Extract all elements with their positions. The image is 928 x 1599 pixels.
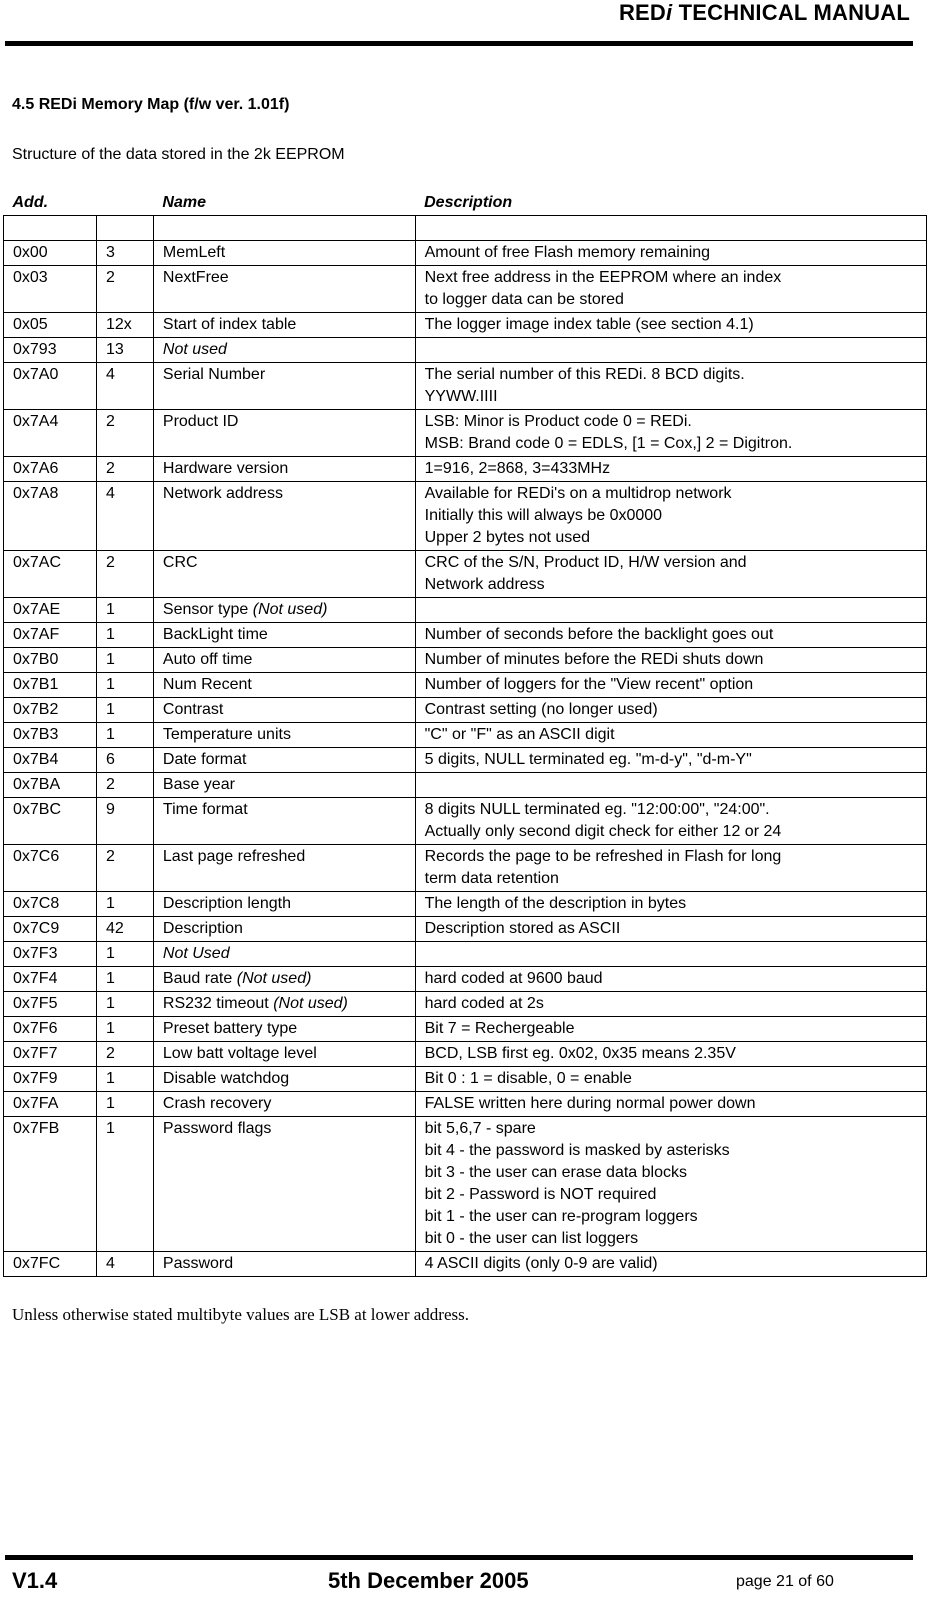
footer-rule <box>5 1555 913 1560</box>
cell-size: 9 <box>96 798 153 845</box>
cell-description <box>415 598 926 623</box>
footer-date: 5th December 2005 <box>328 1568 529 1593</box>
cell-size: 1 <box>96 1017 153 1042</box>
description-line: MSB: Brand code 0 = EDLS, [1 = Cox,] 2 = Digitron. <box>424 435 793 452</box>
name-text: Description <box>162 920 243 937</box>
cell-size: 13 <box>96 338 153 363</box>
footer-version: V1.4 <box>12 1568 58 1593</box>
cell-size: 2 <box>96 266 153 313</box>
description-line: LSB: Minor is Product code 0 = REDi. <box>424 413 692 430</box>
cell-description <box>415 1252 926 1277</box>
name-text: BackLight time <box>162 626 268 643</box>
cell-name <box>153 723 415 748</box>
cell-description <box>415 457 926 482</box>
cell-address: 0x7AE <box>4 598 97 623</box>
table-row <box>4 1067 927 1092</box>
cell-name <box>153 1117 415 1252</box>
cell-size: 1 <box>96 673 153 698</box>
cell-address: 0x793 <box>4 338 97 363</box>
header-rule <box>5 41 913 46</box>
cell-address: 0x7C9 <box>4 917 97 942</box>
description-line: Available for REDi's on a multidrop network <box>424 485 732 502</box>
table-row <box>4 845 927 892</box>
name-note: (Not used) <box>252 601 328 618</box>
name-text: Time format <box>162 801 248 818</box>
cell-description <box>415 698 926 723</box>
table-row <box>4 942 927 967</box>
table-row <box>4 798 927 845</box>
table-row <box>4 338 927 363</box>
table-row <box>4 482 927 551</box>
cell-size: 2 <box>96 457 153 482</box>
cell-name <box>153 363 415 410</box>
cell-name <box>153 773 415 798</box>
table-row <box>4 773 927 798</box>
cell-name <box>153 673 415 698</box>
description-line: Contrast setting (no longer used) <box>424 701 658 718</box>
cell-address: 0x7B1 <box>4 673 97 698</box>
cell-name <box>153 313 415 338</box>
cell-description <box>415 338 926 363</box>
cell-size: 2 <box>96 410 153 457</box>
cell-address: 0x7F4 <box>4 967 97 992</box>
cell-address: 0x7B4 <box>4 748 97 773</box>
name-text: Contrast <box>162 701 224 718</box>
cell-address: 0x7BC <box>4 798 97 845</box>
description-line: Bit 0 : 1 = disable, 0 = enable <box>424 1070 632 1087</box>
name-text: Disable watchdog <box>162 1070 290 1087</box>
cell-description <box>415 410 926 457</box>
cell-name <box>153 1067 415 1092</box>
cell-size: 4 <box>96 482 153 551</box>
cell-name <box>153 917 415 942</box>
cell-description <box>415 1042 926 1067</box>
cell-size: 2 <box>96 1042 153 1067</box>
cell-name <box>153 598 415 623</box>
description-line: Description stored as ASCII <box>424 920 621 937</box>
cell-name <box>153 798 415 845</box>
cell-address: 0x7FC <box>4 1252 97 1277</box>
cell-name <box>153 748 415 773</box>
description-line: The logger image index table (see section 4.1) <box>424 316 754 333</box>
cell-name <box>153 482 415 551</box>
cell-name <box>153 698 415 723</box>
description-line: The serial number of this REDi. 8 BCD digits. <box>424 366 745 383</box>
description-line: 8 digits NULL terminated eg. "12:00:00", "24:00". <box>424 801 770 818</box>
section-heading: 4.5 REDi Memory Map (f/w ver. 1.01f) <box>12 96 290 113</box>
name-text: Auto off time <box>162 651 253 668</box>
cell-size: 1 <box>96 967 153 992</box>
cell-size: 3 <box>96 241 153 266</box>
description-line: Network address <box>424 576 545 593</box>
description-line: to logger data can be stored <box>424 291 624 308</box>
table-row <box>4 1117 927 1252</box>
cell-address: 0x03 <box>4 266 97 313</box>
cell-name <box>153 992 415 1017</box>
cell-description <box>415 992 926 1017</box>
cell-address: 0x7A8 <box>4 482 97 551</box>
description-line: bit 4 - the password is masked by asterisks <box>424 1142 730 1159</box>
description-line: 5 digits, NULL terminated eg. "m-d-y", "d-m-Y" <box>424 751 752 768</box>
name-text: Num Recent <box>162 676 252 693</box>
name-text: Preset battery type <box>162 1020 298 1037</box>
description-line: YYWW.IIII <box>424 388 498 405</box>
name-text: MemLeft <box>162 244 226 261</box>
name-note: (Not used) <box>236 970 312 987</box>
table-row <box>4 992 927 1017</box>
cell-name <box>153 551 415 598</box>
description-line: 1=916, 2=868, 3=433MHz <box>424 460 611 477</box>
name-text: RS232 timeout <box>162 995 269 1012</box>
blank-row <box>4 216 927 241</box>
cell-size: 1 <box>96 1117 153 1252</box>
table-row <box>4 648 927 673</box>
header-name: Name <box>153 191 415 216</box>
description-line: Records the page to be refreshed in Flash for long <box>424 848 782 865</box>
cell-address: 0x7F6 <box>4 1017 97 1042</box>
description-line: bit 3 - the user can erase data blocks <box>424 1164 687 1181</box>
cell-size: 1 <box>96 992 153 1017</box>
cell-description <box>415 748 926 773</box>
description-line: "C" or "F" as an ASCII digit <box>424 726 615 743</box>
table-row <box>4 623 927 648</box>
cell-name <box>153 942 415 967</box>
cell-address: 0x7FA <box>4 1092 97 1117</box>
table-row <box>4 1092 927 1117</box>
table-row <box>4 363 927 410</box>
name-text: Last page refreshed <box>162 848 306 865</box>
cell-size: 2 <box>96 551 153 598</box>
description-line: hard coded at 9600 baud <box>424 970 603 987</box>
name-text: Start of index table <box>162 316 297 333</box>
cell-address: 0x7A6 <box>4 457 97 482</box>
table-header-row <box>4 191 927 216</box>
table-row <box>4 457 927 482</box>
cell-size: 4 <box>96 363 153 410</box>
cell-description <box>415 845 926 892</box>
header-description: Description <box>415 191 926 216</box>
cell-name <box>153 892 415 917</box>
cell-size: 4 <box>96 1252 153 1277</box>
cell-size: 6 <box>96 748 153 773</box>
cell-address: 0x7B2 <box>4 698 97 723</box>
table-row <box>4 266 927 313</box>
cell-size: 1 <box>96 723 153 748</box>
table-row <box>4 1017 927 1042</box>
description-line: Upper 2 bytes not used <box>424 529 591 546</box>
cell-name <box>153 1017 415 1042</box>
description-line: CRC of the S/N, Product ID, H/W version and <box>424 554 747 571</box>
table-row <box>4 917 927 942</box>
cell-description <box>415 673 926 698</box>
table-row <box>4 241 927 266</box>
table-row <box>4 1042 927 1067</box>
name-text: Serial Number <box>162 366 266 383</box>
cell-size: 1 <box>96 942 153 967</box>
cell-size: 42 <box>96 917 153 942</box>
cell-description <box>415 1017 926 1042</box>
cell-address: 0x7A0 <box>4 363 97 410</box>
cell-address: 0x05 <box>4 313 97 338</box>
description-line: bit 1 - the user can re-program loggers <box>424 1208 698 1225</box>
footnote: Unless otherwise stated multibyte values are LSB at lower address. <box>12 1305 469 1324</box>
cell-description <box>415 773 926 798</box>
description-line: hard coded at 2s <box>424 995 544 1012</box>
cell-size: 2 <box>96 845 153 892</box>
name-text: Password <box>162 1255 234 1272</box>
cell-name <box>153 1092 415 1117</box>
cell-address: 0x7C8 <box>4 892 97 917</box>
table-row <box>4 967 927 992</box>
cell-name <box>153 241 415 266</box>
cell-name <box>153 1252 415 1277</box>
table-row <box>4 313 927 338</box>
name-note: Not Used <box>162 945 230 962</box>
intro-text: Structure of the data stored in the 2k EEPROM <box>12 146 345 163</box>
description-line: Number of seconds before the backlight goes out <box>424 626 774 643</box>
cell-description <box>415 1117 926 1252</box>
header-size <box>96 191 153 216</box>
description-line: Initially this will always be 0x0000 <box>424 507 663 524</box>
cell-address: 0x7F7 <box>4 1042 97 1067</box>
cell-address: 0x7F9 <box>4 1067 97 1092</box>
cell-size: 1 <box>96 648 153 673</box>
name-text: Password flags <box>162 1120 272 1137</box>
cell-description <box>415 241 926 266</box>
name-text: Crash recovery <box>162 1095 272 1112</box>
description-line: Bit 7 = Rechergeable <box>424 1020 575 1037</box>
cell-size: 1 <box>96 1067 153 1092</box>
manual-title: REDi TECHNICAL MANUAL <box>618 0 910 25</box>
description-line: bit 5,6,7 - spare <box>424 1120 536 1137</box>
cell-description <box>415 798 926 845</box>
cell-description <box>415 363 926 410</box>
cell-description <box>415 967 926 992</box>
description-line: Next free address in the EEPROM where an index <box>424 269 782 286</box>
name-text: CRC <box>162 554 198 571</box>
cell-name <box>153 623 415 648</box>
cell-name <box>153 1042 415 1067</box>
cell-description <box>415 1067 926 1092</box>
cell-description <box>415 1092 926 1117</box>
cell-size: 1 <box>96 698 153 723</box>
name-text: Network address <box>162 485 283 502</box>
name-text: Hardware version <box>162 460 289 477</box>
cell-size: 1 <box>96 623 153 648</box>
name-text: Date format <box>162 751 247 768</box>
cell-address: 0x7B3 <box>4 723 97 748</box>
description-line: bit 0 - the user can list loggers <box>424 1230 639 1247</box>
cell-description <box>415 313 926 338</box>
cell-address: 0x7BA <box>4 773 97 798</box>
table-row <box>4 1252 927 1277</box>
description-line: Number of minutes before the REDi shuts down <box>424 651 764 668</box>
cell-name <box>153 266 415 313</box>
name-text: Base year <box>162 776 235 793</box>
description-line: Amount of free Flash memory remaining <box>424 244 711 261</box>
cell-description <box>415 892 926 917</box>
name-text: Description length <box>162 895 291 912</box>
description-line: The length of the description in bytes <box>424 895 687 912</box>
cell-description <box>415 723 926 748</box>
memory-map-table <box>3 191 927 1277</box>
cell-description <box>415 648 926 673</box>
table-row <box>4 698 927 723</box>
name-text: NextFree <box>162 269 229 286</box>
table-row <box>4 723 927 748</box>
cell-description <box>415 482 926 551</box>
description-line: 4 ASCII digits (only 0-9 are valid) <box>424 1255 658 1272</box>
name-text: Sensor type <box>162 601 249 618</box>
table-row <box>4 748 927 773</box>
cell-address: 0x7F5 <box>4 992 97 1017</box>
cell-name <box>153 457 415 482</box>
name-text: Low batt voltage level <box>162 1045 317 1062</box>
cell-description <box>415 266 926 313</box>
table-row <box>4 673 927 698</box>
cell-name <box>153 410 415 457</box>
cell-address: 0x00 <box>4 241 97 266</box>
footer-page: page 21 of 60 <box>736 1573 834 1590</box>
name-note: Not used <box>162 341 227 358</box>
cell-description <box>415 917 926 942</box>
table-row <box>4 892 927 917</box>
cell-size: 12x <box>96 313 153 338</box>
name-text: Temperature units <box>162 726 291 743</box>
cell-description <box>415 942 926 967</box>
description-line: FALSE written here during normal power down <box>424 1095 756 1112</box>
description-line: term data retention <box>424 870 559 887</box>
cell-size: 1 <box>96 598 153 623</box>
cell-name <box>153 845 415 892</box>
cell-name <box>153 967 415 992</box>
cell-size: 2 <box>96 773 153 798</box>
name-note: (Not used) <box>273 995 348 1012</box>
table-row <box>4 551 927 598</box>
cell-address: 0x7B0 <box>4 648 97 673</box>
cell-description <box>415 623 926 648</box>
cell-address: 0x7FB <box>4 1117 97 1252</box>
cell-description <box>415 551 926 598</box>
description-line: bit 2 - Password is NOT required <box>424 1186 657 1203</box>
cell-size: 1 <box>96 1092 153 1117</box>
cell-name <box>153 648 415 673</box>
cell-address: 0x7A4 <box>4 410 97 457</box>
name-text: Product ID <box>162 413 239 430</box>
cell-address: 0x7C6 <box>4 845 97 892</box>
cell-name <box>153 338 415 363</box>
cell-address: 0x7F3 <box>4 942 97 967</box>
description-line: Actually only second digit check for either 12 or 24 <box>424 823 782 840</box>
description-line: Number of loggers for the "View recent" option <box>424 676 754 693</box>
description-line: BCD, LSB first eg. 0x02, 0x35 means 2.35V <box>424 1045 736 1062</box>
cell-size: 1 <box>96 892 153 917</box>
table-row <box>4 410 927 457</box>
table-row <box>4 598 927 623</box>
cell-address: 0x7AF <box>4 623 97 648</box>
header-address: Add. <box>4 191 97 216</box>
name-text: Baud rate <box>162 970 233 987</box>
cell-address: 0x7AC <box>4 551 97 598</box>
